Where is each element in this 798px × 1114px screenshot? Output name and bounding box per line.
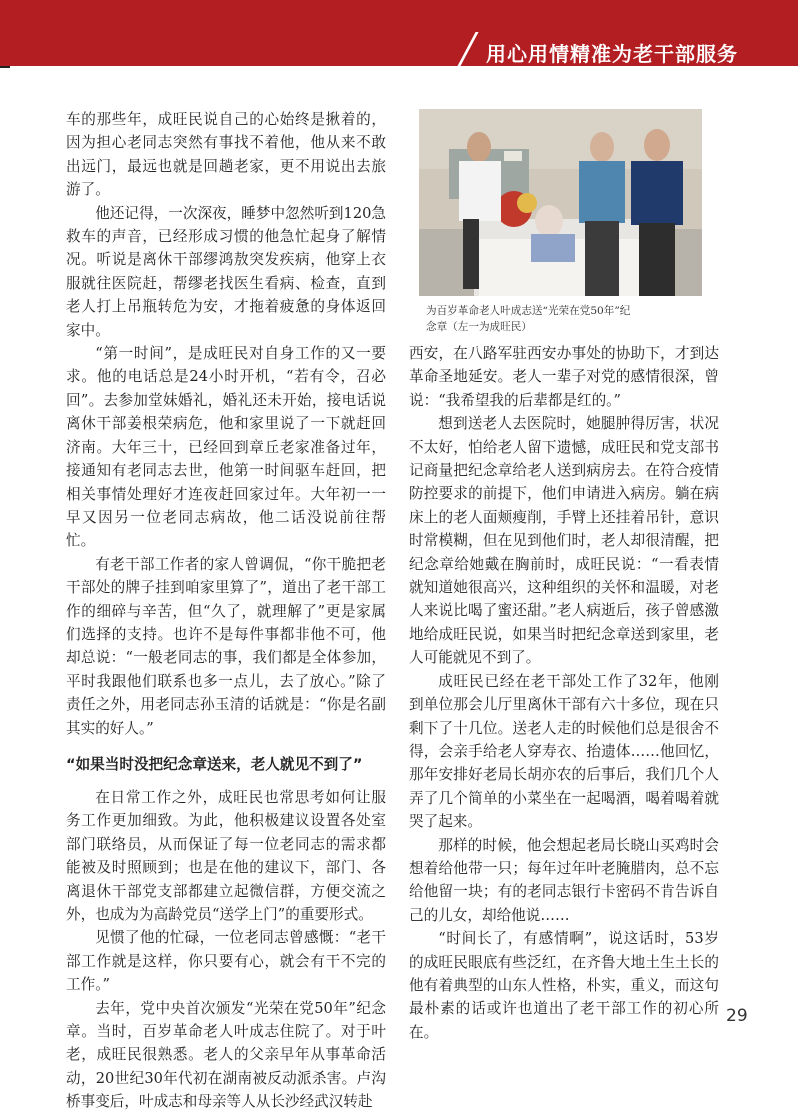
caption-line: 念章（左一为成旺民）: [426, 321, 532, 333]
hospital-photo: [419, 109, 702, 296]
photo-illustration: [419, 109, 702, 296]
paragraph: 成旺民已经在老干部处工作了32年，他刚到单位那会儿厅里离休干部有六十多位，现在只剩下了十几位。送老人走的时候他们总是很舍不得，会亲手给老人穿寿衣、抬遗体……他回忆，那年安排好老局长胡亦农的后事后，我们几个人弄了几个简单的小菜坐在一起喝酒，喝着喝着就哭了起来。: [409, 672, 719, 831]
paragraph: 去年，党中央首次颁发“光荣在党50年”纪念章。当时，百岁革命老人叶成志住院了。对于叶老，成旺民很熟悉。老人的父亲早年从事革命活动，20世纪30年代初在湖南被反动派杀害。卢沟桥事变后，叶成志和母亲等人从长沙经武汉转赴: [66, 999, 386, 1111]
paragraph: “时间长了，有感情啊”，说这话时，53岁的成旺民眼底有些泛红，在齐鲁大地土生土长的他有着典型的山东人性格，朴实，重义，而这句最朴素的话或许也道出了老干部工作的初心所在。: [409, 930, 719, 1041]
paragraph: 见惯了他的忙碌，一位老同志曾感慨：“老干部工作就是这样，你只要有心，就会有干不完的工作。”: [66, 929, 386, 994]
paragraph: 那样的时候，他会想起老局长晓山买鸡时会想着给他带一只；每年过年叶老腌腊肉，总不忘给他留一块；有的老同志银行卡密码不肯告诉自己的儿女，却给他说……: [409, 836, 719, 924]
paragraph: 车的那些年，成旺民说自己的心始终是揪着的，因为担心老同志突然有事找不着他，他从来不敢出远门，最远也就是回趟老家，更不用说出去旅游了。: [66, 111, 386, 199]
paragraph: 有老干部工作者的家人曾调侃，“你干脆把老干部处的牌子挂到咱家里算了”，道出了老干部工作的细碎与辛苦，但“久了，就理解了”更是家属们选择的支持。也许不是每件事都非他不可，他却总说：“一般老同志的事，我们都是全体参加，平时我跟他们联系也多一点儿，去了放心。”除了责任之外，用老同志孙玉清的话就是：“你是名副其实的好人。”: [66, 555, 386, 737]
right-column: [409, 342, 719, 1044]
caption-line: 为百岁革命老人叶成志送“光荣在党50年”纪: [426, 305, 631, 317]
section-heading: “如果当时没把纪念章送来，老人就见不到了”: [66, 755, 363, 773]
header-banner: [0, 0, 798, 66]
banner-slash-divider: [456, 32, 478, 68]
margin-tick-mark: [0, 66, 10, 68]
page-number: 29: [726, 1006, 748, 1026]
column-title: 用心用情精准为老干部服务: [486, 42, 738, 66]
paragraph: “第一时间”，是成旺民对自身工作的又一要求。他的电话总是24小时开机，“若有令，召必回”。去参加堂妹婚礼，婚礼还未开始，接电话说离休干部姜根荣病危，他和家里说了一下就赶回济南。大年三十，已经回到章丘老家准备过年，接通知有老同志去世，他第一时间驱车赶回，把相关事情处理好才连夜赶回家过年。大年初一一早又因另一位老同志病故，他二话没说前往帮忙。: [66, 345, 386, 550]
left-column: [66, 108, 386, 1114]
paragraph: 他还记得，一次深夜，睡梦中忽然听到120急救车的声音，已经形成习惯的他急忙起身了解情况。听说是离休干部缪鸿敖突发疾病，他穿上衣服就往医院赶，帮缪老找医生看病、检查，直到老人打上吊瓶转危为安，才拖着疲惫的身体返回家中。: [66, 204, 386, 339]
photo-caption: [426, 303, 706, 335]
paragraph: 想到送老人去医院时，她腿肿得厉害，状况不太好，怕给老人留下遗憾，成旺民和党支部书记商量把纪念章给老人送到病房去。在符合疫情防控要求的前提下，他们申请进入病房。躺在病床上的老人面颊瘦削，手臂上还挂着吊针，意识时常模糊，但在见到他们时，老人却很清醒，把纪念章给她戴在胸前时，成旺民说：“一看表情就知道她很高兴，这种组织的关怀和温暖，对老人来说比喝了蜜还甜。”老人病逝后，孩子曾感激地给成旺民说，如果当时把纪念章送到家里，老人可能就见不到了。: [409, 415, 719, 667]
paragraph: 西安，在八路军驻西安办事处的协助下，才到达革命圣地延安。老人一辈子对党的感情很深，曾说：“我希望我的后辈都是红的。”: [409, 345, 719, 409]
paragraph: 在日常工作之外，成旺民也常思考如何让服务工作更加细致。为此，他积极建议设置各处室部门联络员，从而保证了每一位老同志的需求都能被及时照顾到；也是在他的建议下，部门、各离退休干部党支部都建立起微信群，方便交流之外，也成为为高龄党员“送学上门”的重要形式。: [66, 788, 386, 923]
